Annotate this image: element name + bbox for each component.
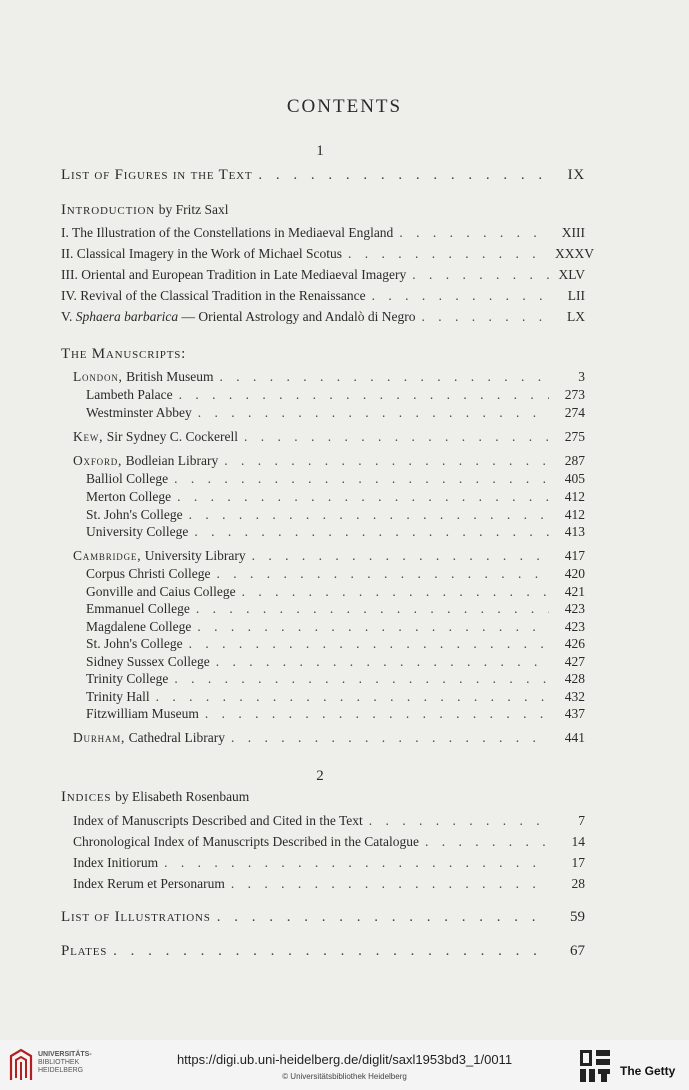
page-number: 274 [564, 405, 585, 420]
page-number: 423 [564, 601, 585, 616]
dot-leader [220, 368, 550, 386]
entry-label: Oxford, Bodleian Library [73, 453, 219, 468]
entry-label: Gonville and Caius College [86, 584, 236, 599]
toc-entry[interactable] [61, 166, 585, 184]
entry-label: Cambridge, University Library [73, 548, 246, 563]
dot-leader [177, 488, 549, 506]
entry-label: List of Figures in the Text [61, 167, 253, 183]
toc-entry[interactable] [73, 875, 585, 893]
dot-leader [372, 287, 549, 305]
entry-label: Kew, Sir Sydney C. Cockerell [73, 429, 238, 444]
page-number: 287 [564, 453, 585, 468]
dot-leader [231, 729, 549, 747]
page-number: 59 [570, 909, 585, 925]
dot-leader [205, 705, 549, 723]
dot-leader [156, 688, 549, 706]
page-title: CONTENTS [286, 96, 403, 117]
page-number: 428 [564, 671, 585, 686]
toc-entry[interactable] [73, 368, 585, 386]
dot-leader [369, 812, 549, 830]
dot-leader [399, 224, 549, 242]
dot-leader [179, 386, 549, 404]
dot-leader [189, 506, 549, 524]
entry-label: Index Initiorum [73, 855, 159, 870]
dot-leader [217, 908, 549, 926]
toc-entry[interactable] [61, 942, 585, 960]
entry-label: IV. Revival of the Classical Tradition in the Renaissance [61, 288, 366, 303]
toc-entry[interactable] [61, 245, 594, 263]
toc-entry[interactable] [73, 452, 585, 470]
page-number: 17 [571, 855, 585, 870]
toc-entry[interactable] [86, 470, 585, 488]
toc-entry[interactable] [86, 523, 585, 541]
page-number: 275 [564, 429, 585, 444]
indices-heading: Indices by Elisabeth Rosenbaum [61, 789, 250, 805]
toc-entry[interactable] [61, 908, 585, 926]
entry-label: Westminster Abbey [86, 405, 192, 420]
dot-leader [113, 942, 549, 960]
library-name: UNIVERSITÄTS- BIBLIOTHEK HEIDELBERG [38, 1051, 92, 1074]
dot-leader [216, 653, 549, 671]
entry-label: London, British Museum [73, 369, 214, 384]
page-number: XXXV [555, 246, 594, 261]
dot-leader [242, 583, 549, 601]
page-number: 421 [564, 584, 585, 599]
entry-label: Plates [61, 943, 108, 959]
page-number: 423 [564, 619, 585, 634]
toc-entry[interactable] [86, 688, 585, 706]
copyright-notice: © Universitätsbibliothek Heidelberg [282, 1072, 407, 1081]
toc-entry[interactable] [73, 428, 585, 446]
toc-entry[interactable] [73, 729, 585, 747]
dot-leader [412, 266, 549, 284]
page-number: XIII [561, 225, 585, 240]
page-number: 437 [564, 706, 585, 721]
entry-label: III. Oriental and European Tradition in Late Mediaeval Imagery [61, 267, 407, 282]
page-number: 67 [570, 943, 585, 959]
page-number: XLV [558, 267, 585, 282]
toc-entry[interactable] [86, 565, 585, 583]
page-number: LII [567, 288, 585, 303]
toc-entry[interactable] [86, 705, 585, 723]
entry-label: Magdalene College [86, 619, 192, 634]
dot-leader [348, 245, 549, 263]
dot-leader [252, 547, 549, 565]
page-number: LX [567, 309, 585, 324]
toc-entry[interactable] [86, 488, 585, 506]
toc-entry[interactable] [86, 506, 585, 524]
toc-entry[interactable] [73, 854, 585, 872]
toc-entry[interactable] [73, 833, 585, 851]
dot-leader [258, 166, 549, 184]
permalink-url[interactable]: https://digi.ub.uni-heidelberg.de/diglit/saxl1953bd3_1/0011 [176, 1052, 513, 1067]
viewer-footer [0, 1040, 689, 1090]
part-number-1: 1 [316, 143, 324, 159]
toc-entry[interactable] [86, 653, 585, 671]
entry-label: Index Rerum et Personarum [73, 876, 225, 891]
toc-entry[interactable] [86, 635, 585, 653]
toc-entry[interactable] [86, 404, 585, 422]
entry-label: V. Sphaera barbarica — Oriental Astrology and Andalò di Negro [61, 309, 416, 324]
toc-entry[interactable] [61, 308, 585, 326]
dot-leader [244, 428, 549, 446]
dot-leader [174, 670, 549, 688]
dot-leader [197, 618, 549, 636]
toc-entry[interactable] [73, 812, 585, 830]
entry-label: Merton College [86, 489, 172, 504]
entry-label: Trinity Hall [86, 689, 150, 704]
entry-label: Durham, Cathedral Library [73, 730, 225, 745]
page-number: 405 [564, 471, 585, 486]
entry-label: Balliol College [86, 471, 169, 486]
page-number: 417 [564, 548, 585, 563]
entry-label: Chronological Index of Manuscripts Described in the Catalogue [73, 834, 420, 849]
entry-label: Corpus Christi College [86, 566, 211, 581]
page-number: 420 [564, 566, 585, 581]
page-number: 426 [564, 636, 585, 651]
entry-label: II. Classical Imagery in the Work of Michael Scotus [61, 246, 342, 261]
entry-label: List of Illustrations [61, 909, 211, 925]
dot-leader [174, 470, 549, 488]
part-number-2: 2 [316, 768, 324, 784]
dot-leader [231, 875, 549, 893]
page-number: 412 [564, 507, 585, 522]
toc-entry[interactable] [73, 547, 585, 565]
toc-entry[interactable] [86, 670, 585, 688]
dot-leader [196, 600, 549, 618]
page-number: 427 [564, 654, 585, 669]
page-number: 413 [564, 524, 585, 539]
dot-leader [224, 452, 549, 470]
entry-label: Sidney Sussex College [86, 654, 210, 669]
entry-label: St. John's College [86, 636, 183, 651]
getty-logo-icon[interactable] [578, 1048, 612, 1084]
toc-entry[interactable] [61, 224, 585, 242]
entry-label: Trinity College [86, 671, 169, 686]
page-number: IX [567, 167, 585, 183]
getty-name: The Getty [620, 1064, 676, 1078]
page-number: 14 [571, 834, 585, 849]
dot-leader [164, 854, 549, 872]
entry-label: St. John's College [86, 507, 183, 522]
entry-label: Fitzwilliam Museum [86, 706, 199, 721]
dot-leader [194, 523, 549, 541]
entry-label: I. The Illustration of the Constellations in Mediaeval England [61, 225, 394, 240]
dot-leader [189, 635, 549, 653]
toc-entry[interactable] [86, 583, 585, 601]
page-number: 7 [578, 813, 585, 828]
page-number: 432 [564, 689, 585, 704]
entry-label: Index of Manuscripts Described and Cited in the Text [73, 813, 363, 828]
entry-label: University College [86, 524, 189, 539]
page-number: 28 [571, 876, 585, 891]
introduction-heading: Introduction by Fritz Saxl [61, 202, 229, 218]
dot-leader [198, 404, 549, 422]
toc-entry[interactable] [61, 287, 585, 305]
entry-label: Emmanuel College [86, 601, 190, 616]
page-number: 441 [564, 730, 585, 745]
dot-leader [425, 833, 549, 851]
page-number: 273 [564, 387, 585, 402]
toc-entry[interactable] [86, 386, 585, 404]
page-number: 3 [578, 369, 585, 384]
toc-entry[interactable] [86, 618, 585, 636]
dot-leader [421, 308, 549, 326]
entry-label: Lambeth Palace [86, 387, 173, 402]
manuscripts-heading: The Manuscripts: [61, 346, 187, 362]
toc-entry[interactable] [61, 266, 585, 284]
dot-leader [217, 565, 550, 583]
page-number: 412 [564, 489, 585, 504]
toc-entry[interactable] [86, 600, 585, 618]
